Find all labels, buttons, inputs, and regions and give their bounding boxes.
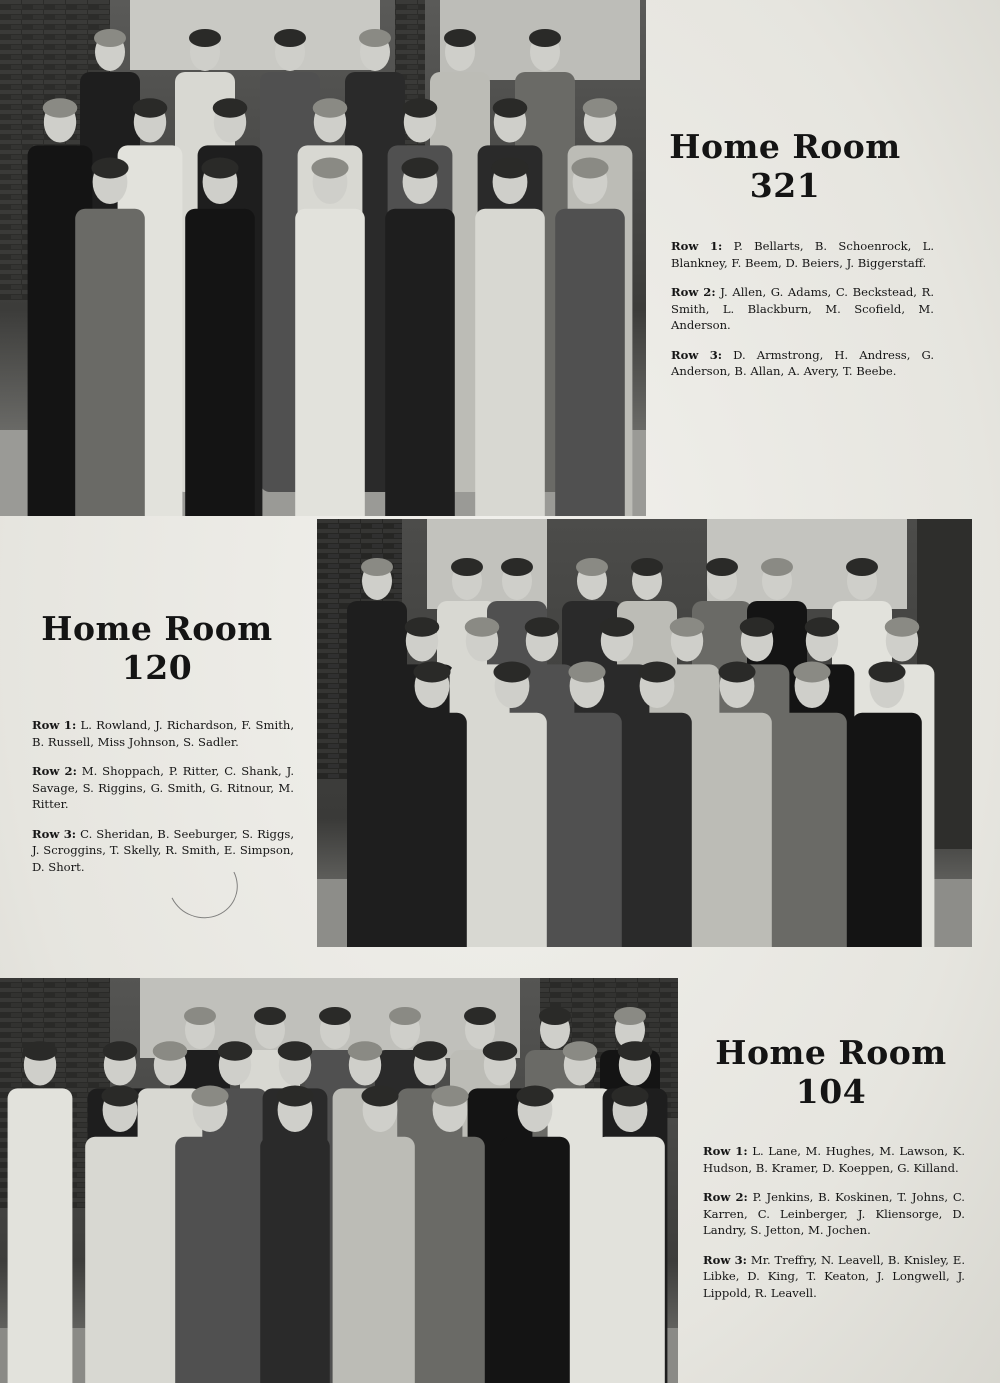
row-3-caption: Row 3: C. Sheridan, B. Seeburger, S. Riggs, J. Scroggins, T. Skelly, R. Smith, E. Simpson, D. Short. [32, 826, 295, 874]
row-1-caption: Row 1: L. Lane, M. Hughes, M. Lawson, K. Hudson, B. Kramer, D. Koeppen, G. Killand. [703, 1144, 966, 1175]
person-figure [185, 158, 255, 516]
home-room-104-caption [703, 1143, 965, 1314]
row-2-caption: Row 2: P. Jenkins, B. Koskinen, T. Johns, C. Karren, C. Leinberger, J. Kliensorge, D. Landry, S. Jetton, M. Jochen. [703, 1190, 965, 1237]
home-room-120-caption [32, 717, 294, 888]
row-2-caption: Row 2: J. Allen, G. Adams, C. Beckstead, R. Smith, L. Blackburn, M. Scofield, M. Anderson. [671, 285, 935, 332]
row-3-caption: Row 3: D. Armstrong, H. Andress, G. Anderson, B. Allan, A. Avery, T. Beebe. [671, 347, 935, 378]
person-figure [295, 158, 365, 516]
person-figure [475, 158, 545, 516]
row-1-caption: Row 1: P. Bellarts, B. Schoenrock, L. Blankney, F. Beem, D. Beiers, J. Biggerstaff. [671, 239, 935, 270]
person-figure [75, 158, 145, 516]
person-figure [8, 1041, 73, 1383]
person-figure [555, 158, 625, 516]
person-figure [385, 158, 455, 516]
group-photo-home-room-321 [0, 0, 646, 516]
group-photo-home-room-120 [317, 519, 972, 947]
home-room-321-caption [671, 238, 934, 393]
row-3-caption: Row 3: Mr. Treffry, N. Leavell, B. Knisley, E. Libke, D. King, T. Keaton, J. Longwell, J. Lippold, R. Leavell. [703, 1252, 966, 1300]
row-2-caption: Row 2: M. Shoppach, P. Ritter, C. Shank, J. Savage, S. Riggins, G. Smith, G. Ritnour, M. Ritter. [32, 764, 294, 811]
home-room-104-title: Home Room 104 [715, 1033, 947, 1111]
row-1-caption: Row 1: L. Rowland, J. Richardson, F. Smith, B. Russell, Miss Johnson, S. Sadler. [32, 718, 295, 749]
group-photo-home-room-104 [0, 978, 678, 1383]
home-room-321-title: Home Room 321 [669, 127, 901, 205]
home-room-120-title: Home Room 120 [41, 609, 273, 687]
